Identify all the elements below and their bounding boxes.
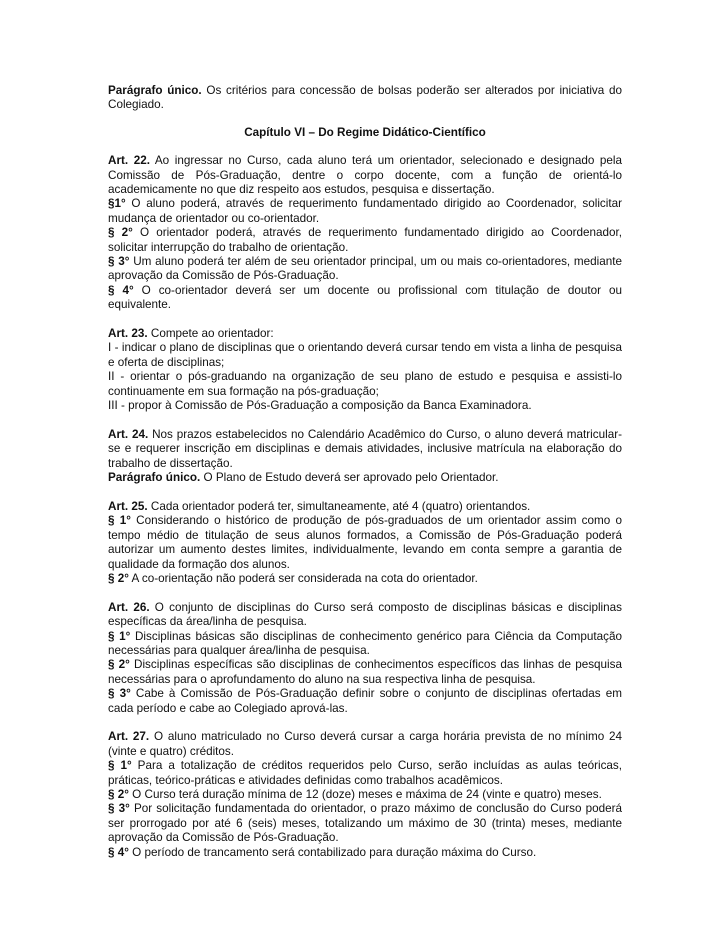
paragraph-label: §1° <box>108 197 126 211</box>
article-22-paragraph-2 <box>108 226 622 255</box>
article-27-paragraph-3 <box>108 802 622 845</box>
article-22-paragraph-1 <box>108 197 622 226</box>
article-24 <box>108 428 622 471</box>
article-label: Art. 25. <box>108 499 148 513</box>
article-27 <box>108 730 622 759</box>
article-25-paragraph-2 <box>108 572 622 586</box>
paragraph-text: Disciplinas básicas são disciplinas de conhecimento genérico para Ciência da Computação necessárias para qualquer área/linha de pesquisa. <box>108 629 622 657</box>
article-26-paragraph-1 <box>108 630 622 659</box>
article-25 <box>108 500 622 514</box>
article-26-paragraph-2 <box>108 658 622 687</box>
paragraph-label: § 4° <box>108 283 134 297</box>
article-22-paragraph-3 <box>108 255 622 284</box>
article-text: O conjunto de disciplinas do Curso será composto de disciplinas básicas e disciplinas específicas da área/linha de pesquisa. <box>108 600 622 629</box>
article-25-paragraph-1 <box>108 514 622 572</box>
paragraph-label: § 2° <box>108 571 129 585</box>
article-label: Art. 26. <box>108 600 150 614</box>
paragraph-label: § 2° <box>108 226 133 240</box>
document-page <box>108 84 622 860</box>
paragraph-label: § 1° <box>108 629 131 643</box>
paragraph-text: Disciplinas específicas são disciplinas de conhecimentos específicos das linhas de pesquisa necessárias para o aprofundamento do aluno na sua respectiva linha de pesquisa. <box>108 658 623 686</box>
article-27-paragraph-4 <box>108 846 622 860</box>
paragrafo-unico-bolsas <box>108 84 622 113</box>
spacer <box>108 586 622 600</box>
paragraph-text: O aluno poderá, através de requerimento fundamentado dirigido ao Coordenador, solicitar mudança de orientador ou co-orientador. <box>108 197 622 225</box>
paragraph-label: § 3° <box>108 687 131 701</box>
spacer <box>108 313 622 327</box>
paragraph-text: Por solicitação fundamentada do orientador, o prazo máximo de conclusão do Curso poderá ser prorrogado por até 6 (seis) meses, totalizando um máximo de 30 (trinta) meses, mediante aprovação da Comissão de Pós-Graduação. <box>108 802 623 845</box>
article-label: Art. 24. <box>108 427 149 441</box>
article-23 <box>108 327 622 341</box>
paragraph-label: § 1° <box>108 759 132 773</box>
paragraph-text: Os critérios para concessão de bolsas poderão ser alterados por iniciativa do Colegiado. <box>108 84 622 112</box>
article-26 <box>108 601 622 630</box>
article-text: Nos prazos estabelecidos no Calendário Acadêmico do Curso, o aluno deverá matricular-se e requerer inscrição em disciplinas e demais atividades, inclusive matrícula na elaboração do trabalho de dissertação. <box>108 427 622 470</box>
paragraph-text: Considerando o histórico de produção de pós-graduados de um orientador assim como o tempo médio de titulação de seus alunos formados, a Comissão de Pós-Graduação poderá autorizar um aumento destes limites, individualmente, levando em conta sempre a garantia de qualidade da formação dos alunos. <box>108 514 622 571</box>
paragraph-label: § 2° <box>108 658 130 672</box>
paragraph-text: O período de trancamento será contabilizado para duração máxima do Curso. <box>128 845 537 859</box>
paragraph-text: Cabe à Comissão de Pós-Graduação definir sobre o conjunto de disciplinas ofertadas em cada período e cabe ao Colegiado aprová-las. <box>108 687 622 715</box>
article-text: O aluno matriculado no Curso deverá cursar a carga horária prevista de no mínimo 24 (vinte e quatro) créditos. <box>108 730 623 758</box>
paragraph-label: Parágrafo único. <box>108 84 202 97</box>
article-label: Art. 23. <box>108 327 148 341</box>
paragraph-text: O co-orientador deverá ser um docente ou profissional com titulação de doutor ou equivalente. <box>108 283 622 312</box>
paragraph-label: § 3° <box>108 255 130 269</box>
spacer <box>108 414 622 428</box>
article-22-paragraph-4 <box>108 284 622 313</box>
spacer <box>108 486 622 500</box>
paragraph-text: A co-orientação não poderá ser considerada na cota do orientador. <box>128 571 478 585</box>
paragraph-text: O Curso terá duração mínima de 12 (doze) meses e máxima de 24 (vinte e quatro) meses. <box>128 788 602 802</box>
article-text: Cada orientador poderá ter, simultaneamente, até 4 (quatro) orientandos. <box>147 499 531 513</box>
paragraph-text: O Plano de Estudo deverá ser aprovado pelo Orientador. <box>200 471 499 485</box>
paragraph-label: Parágrafo único. <box>108 471 201 485</box>
article-text: Compete ao orientador: <box>147 327 274 341</box>
paragraph-text: Para a totalização de créditos requeridos pelo Curso, serão incluídas as aulas teóricas, práticas, teórico-práticas e atividades definidas como trabalhos acadêmicos. <box>108 759 623 787</box>
article-23-item-iii: III - propor à Comissão de Pós-Graduação a composição da Banca Examinadora. <box>108 399 532 413</box>
article-text: Ao ingressar no Curso, cada aluno terá um orientador, selecionado e designado pela Comissão de Pós-Graduação, dentre o corpo docente, com a função de orientá-lo academicamente no que diz respeito aos estudos, pesquisa e dissertação. <box>108 154 622 197</box>
paragraph-label: § 1° <box>108 514 131 528</box>
article-22 <box>108 154 622 197</box>
article-23-item-i: I - indicar o plano de disciplinas que o orientando deverá cursar tendo em vista a linha de pesquisa e oferta de disciplinas; <box>108 341 622 369</box>
paragraph-text: Um aluno poderá ter além de seu orientador principal, um ou mais co-orientadores, mediante aprovação da Comissão de Pós-Graduação. <box>108 255 623 283</box>
chapter-heading: Capítulo VI – Do Regime Didático-Científico <box>244 125 486 139</box>
spacer <box>108 716 622 730</box>
paragraph-label: § 2° <box>108 788 129 802</box>
article-26-paragraph-3 <box>108 687 622 716</box>
article-24-paragrafo-unico <box>108 471 622 485</box>
paragraph-text: O orientador poderá, através de requerimento fundamentado dirigido ao Coordenador, solicitar interrupção do trabalho de orientação. <box>108 226 623 254</box>
paragraph-label: § 4° <box>108 845 129 859</box>
article-label: Art. 22. <box>108 154 150 168</box>
article-27-paragraph-1 <box>108 759 622 788</box>
article-label: Art. 27. <box>108 730 150 744</box>
paragraph-label: § 3° <box>108 802 130 816</box>
article-23-item-ii: II - orientar o pós-graduando na organização de seu plano de estudo e pesquisa e assisti-lo continuamente em sua formação na pós-graduação; <box>108 370 622 398</box>
article-27-paragraph-2 <box>108 788 622 802</box>
